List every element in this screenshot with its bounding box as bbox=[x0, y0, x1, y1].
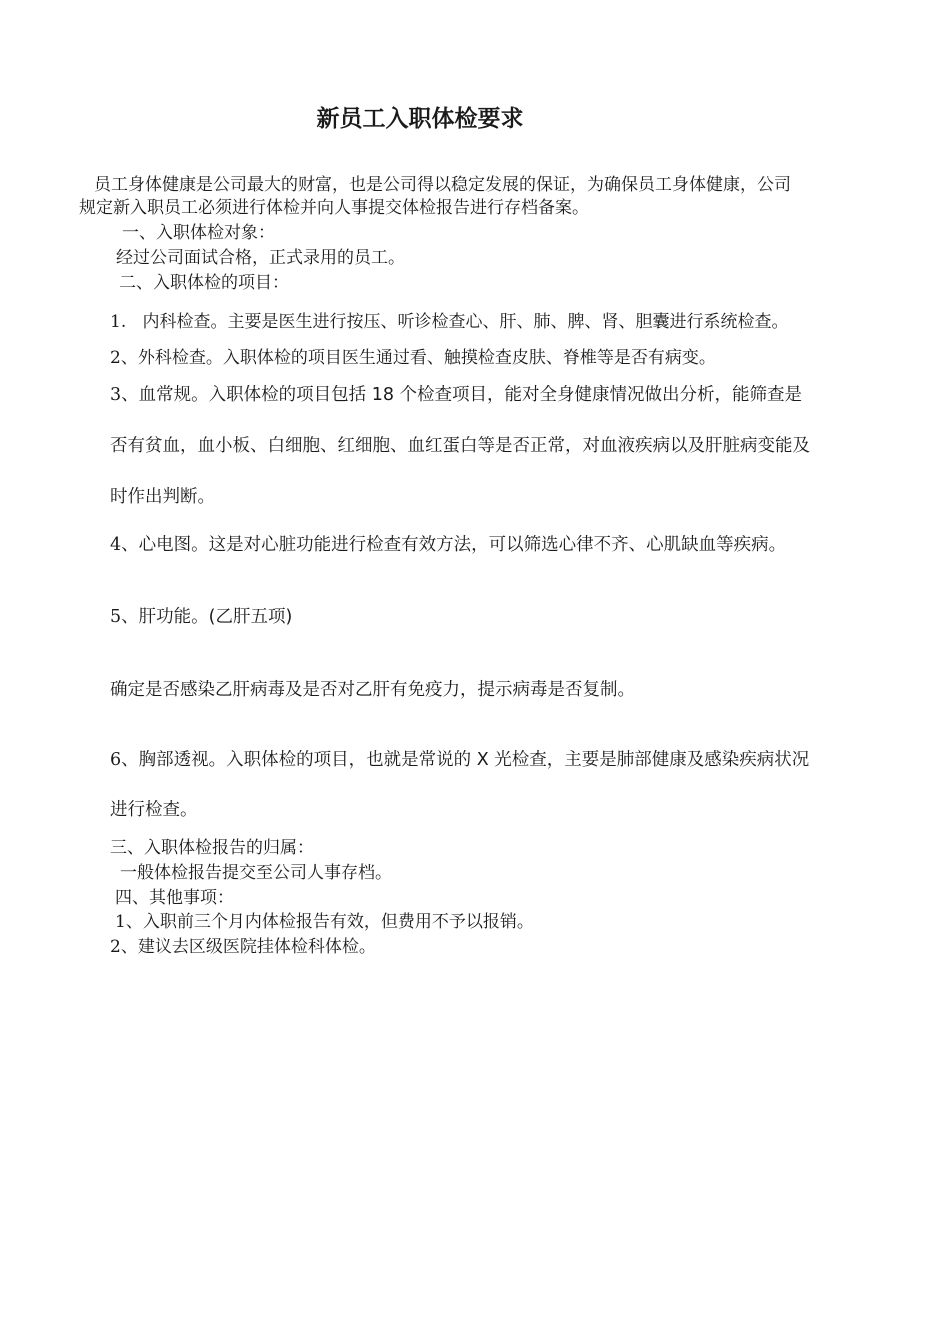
intro-line-2: 规定新入职员工必须进行体检并向人事提交体检报告进行存档备案。 bbox=[79, 198, 589, 218]
section-2-heading: 二、入职体检的项目： bbox=[119, 273, 289, 293]
item-5 bbox=[110, 603, 292, 628]
section-1-heading: 一、入职体检对象： bbox=[122, 223, 275, 243]
section-1-body: 经过公司面试合格，正式录用的员工。 bbox=[116, 248, 405, 268]
item-6-line-1 bbox=[110, 746, 809, 771]
item-3-text: 血常规。入职体检的项目包括 18 个检查项目，能对全身健康情况做出分析，能筛查是 bbox=[138, 385, 803, 405]
item-3-line-3: 时作出判断。 bbox=[110, 487, 215, 507]
item-5-number: 5、 bbox=[110, 607, 139, 627]
section-4-heading: 四、其他事项： bbox=[115, 888, 234, 908]
item-4-text: 心电图。这是对心脏功能进行检查有效方法，可以筛选心律不齐、心肌缺血等疾病。 bbox=[138, 535, 787, 555]
section-3-heading: 三、入职体检报告的归属： bbox=[110, 838, 314, 858]
item-1 bbox=[110, 307, 788, 332]
item-6-text-b: 及感染疾病 bbox=[686, 750, 775, 770]
item-1-number: 1. bbox=[110, 312, 127, 332]
item-3-line-1 bbox=[110, 381, 802, 406]
item-1-rest: 要是医生进行按压、听诊检查心、肝、肺、脾、肾、胆囊进行系统检查。 bbox=[244, 312, 789, 332]
item-6-text-c: 状况 bbox=[774, 750, 810, 770]
item-3-number: 3、 bbox=[110, 385, 139, 405]
item-4-number: 4、 bbox=[110, 535, 139, 555]
section-4-item-1: 1、入职前三个月内体检报告有效，但费用不予以报销。 bbox=[115, 912, 534, 932]
item-2: 2、外科检查。入职体检的项目医生通过看、触摸检查皮肤、脊椎等是否有病变。 bbox=[110, 348, 716, 368]
section-4-item-2: 2、建议去区级医院挂体检科体检。 bbox=[110, 937, 376, 957]
item-6-number: 6、 bbox=[110, 750, 139, 770]
item-4 bbox=[110, 531, 786, 556]
item-6-line-2: 进行检查。 bbox=[110, 800, 198, 820]
intro-line-1: 员工身体健康是公司最大的财富，也是公司得以稳定发展的保证，为确保员工身体健康，公司 bbox=[94, 175, 791, 195]
item-5-text: 肝功能。(乙肝五项) bbox=[138, 607, 293, 627]
section-3-body: 一般体检报告提交至公司人事存档。 bbox=[120, 863, 392, 883]
item-6-text-a: 胸部透视。入职体检的项目，也就是常说的 X 光检查，主要是肺部健康 bbox=[138, 750, 687, 770]
item-5-detail: 确定是否感染乙肝病毒及是否对乙肝有免疫力，提示病毒是否复制。 bbox=[110, 680, 635, 700]
item-3-line-2: 否有贫血，血小板、白细胞、红细胞、血红蛋白等是否正常，对血液疾病以及肝脏病变能及 bbox=[110, 436, 810, 456]
document-title: 新员工入职体检要求 bbox=[316, 105, 524, 132]
item-1-lead: 内科检查。主 bbox=[142, 312, 245, 332]
